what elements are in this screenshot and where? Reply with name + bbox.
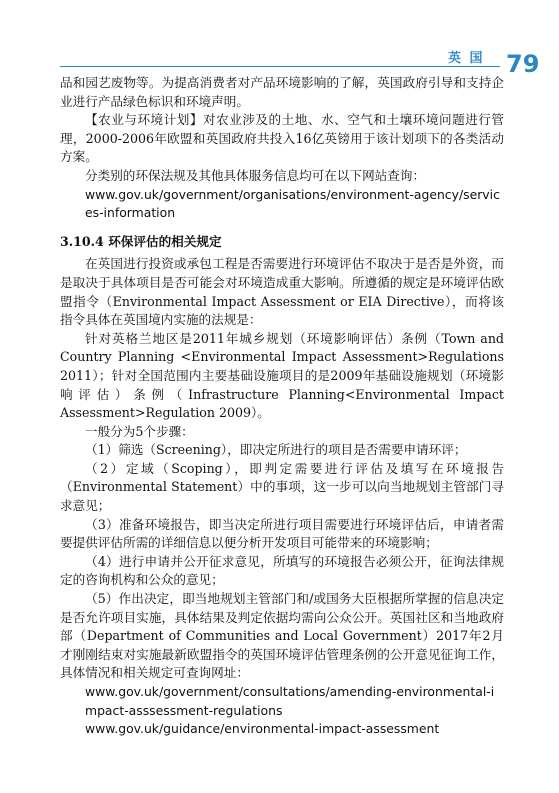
step-scoping: （2）定域（Scoping），即判定需要进行评估及填写在环境报告（Environmental Statement）中的事项，这一步可以向当地规划主管部门寻求意见； [60,460,504,514]
step-screening: （1）筛选（Screening），即决定所进行的项目是否需要申请环评； [85,442,467,458]
paragraph-agri-env: 【农业与环境计划】对农业涉及的土地、水、空气和土壤环境问题进行管理，2000-2006年欧盟和英国政府共投入16亿英镑用于该计划项下的各类活动方案。 [60,112,504,165]
paragraph-continued: 品和园艺废物等。为提高消费者对产品环境影响的了解，英国政府引导和支持企业进行产品绿色标识和环境声明。 [60,75,504,109]
page-body [60,74,504,739]
paragraph-eia-regulations: 针对英格兰地区是2011年城乡规划（环境影响评估）条例（Town and Country Planning <Environmental Impact Assessment>Regulations 2011）；针对全国范围内主要基础设施项目的是2009年基础设施规划（环境影响评估）条例（Infrastructure Planning<Environmental Impact Assessment>Regulation 2009）。 [60,330,504,421]
running-header-country: 英 国 [448,51,485,66]
url-environment-agency[interactable]: www.gov.uk/government/organisations/environment-agency/services-information [85,186,500,221]
step-apply-consult: （4）进行申请并公开征求意见，所填写的环境报告必须公开，征询法律规定的咨询机构和公众的意见； [60,553,504,588]
url-eia-guidance[interactable]: www.gov.uk/guidance/environmental-impact-assessment [85,721,440,737]
step-decision: （5）作出决定，即当地规划主管部门和/或国务大臣根据所掌握的信息决定是否允许项目实施，具体结果及判定依据均需向公众公开。英国社区和当地政府部（Department of Communities and Local Government）2017年2月才刚刚结束对实施最新欧盟指令的英国环境评估管理条例的公开意见征询工作，具体情况和相关规定可查询网址： [60,591,504,681]
paragraph-steps-intro: 一般分为5个步骤： [85,423,194,439]
page-number: 79 [506,50,540,78]
paragraph-query-site: 分类别的环保法规及其他具体服务信息均可在以下网站查询： [85,167,426,183]
page-header [0,0,559,78]
section-heading: 3.10.4 环保评估的相关规定 [60,233,222,249]
step-prepare-report: （3）准备环境报告，即当决定所进行项目需要进行环境评估后，申请者需要提供评估所需的详细信息以便分析开发项目可能带来的环境影响； [60,516,504,551]
header-rule [60,66,500,67]
paragraph-eia-intro: 在英国进行投资或承包工程是否需要进行环境评估不取决于是否是外资，而是取决于具体项目是否可能会对环境造成重大影响。所遵循的规定是环境评估欧盟指令（Environmental Impact Assessment or EIA Directive），而将该指令具体在英国境内实施的法规是： [60,256,504,328]
url-consultations[interactable]: www.gov.uk/government/consultations/amending-environmental-impact-asssessment-regulations [85,684,495,718]
